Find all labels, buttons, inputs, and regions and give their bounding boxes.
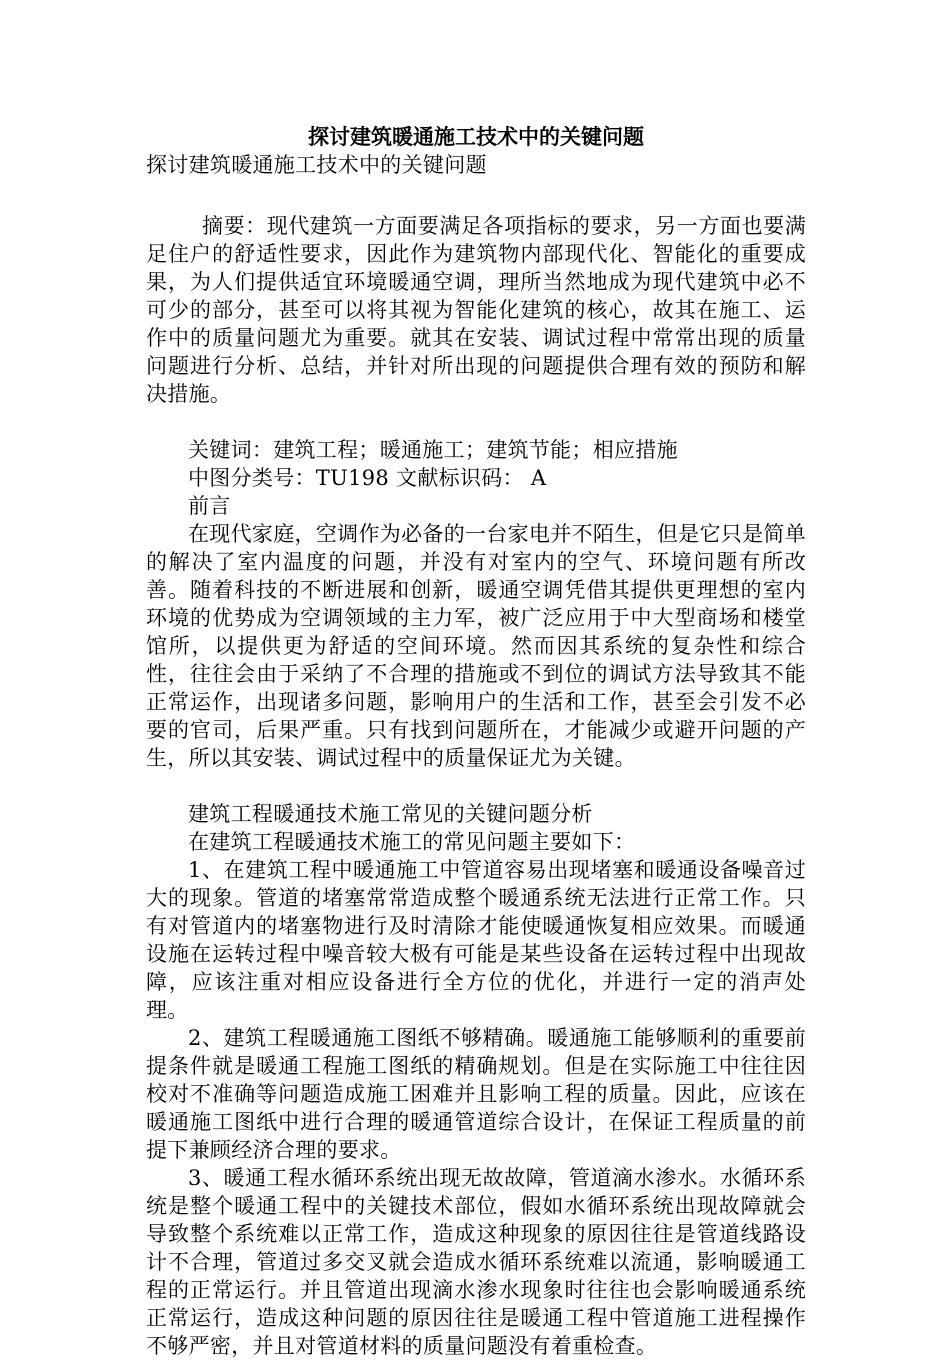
list-item: 1、在建筑工程中暖通施工中管道容易出现堵塞和暖通设备噪音过大的现象。管道的堵塞常常造成整个暖通系统无法进行正常工作。只有对管道内的堵塞物进行及时清除才能使暖通恢复相应效果。而暖通设施在运转过程中噪音较大极有可能是某些设备在运转过程中出现故障，应该注重对相应设备进行全方位的优化，并进行一定的消声处理。 — [146, 858, 806, 1022]
classification-line: 中图分类号：TU198 文献标识码： A — [188, 466, 547, 490]
section-intro: 在建筑工程暖通技术施工的常见问题主要如下： — [188, 830, 636, 854]
spacer — [146, 408, 806, 436]
document-body — [146, 123, 806, 1360]
keywords-line: 关键词：建筑工程；暖通施工；建筑节能；相应措施 — [188, 438, 678, 462]
document-title: 探讨建筑暖通施工技术中的关键问题 — [308, 124, 644, 149]
spacer — [146, 772, 806, 800]
section-heading: 建筑工程暖通技术施工常见的关键问题分析 — [188, 802, 593, 826]
abstract-paragraph: 摘要：现代建筑一方面要满足各项指标的要求，另一方面也要满足住户的舒适性要求，因此作为建筑物内部现代化、智能化的重要成果，为人们提供适宜环境暖通空调，理所当然地成为现代建筑中必不可少的部分，甚至可以将其视为智能化建筑的核心，故其在施工、运作中的质量问题尤为重要。就其在安装、调试过程中常常出现的质量问题进行分析、总结，并针对所出现的问题提供合理有效的预防和解决措施。 — [146, 214, 806, 406]
document-subtitle: 探讨建筑暖通施工技术中的关键问题 — [146, 153, 487, 177]
list-item: 2、建筑工程暖通施工图纸不够精确。暖通施工能够顺利的重要前提条件就是暖通工程施工图纸的精确规划。但是在实际施工中往往因校对不准确等问题造成施工困难并且影响工程的质量。因此，应该在暖通施工图纸中进行合理的暖通管道综合设计，在保证工程质量的前提下兼顾经济合理的要求。 — [146, 1026, 806, 1162]
list-item: 3、暖通工程水循环系统出现无故故障，管道滴水渗水。水循环系统是整个暖通工程中的关键技术部位，假如水循环系统出现故障就会导致整个系统难以正常工作，造成这种现象的原因往往是管道线路设计不合理，管道过多交叉就会造成水循环系统难以流通，影响暖通工程的正常运行。并且管道出现滴水渗水现象时往往也会影响暖通系统正常运行，造成这种问题的原因往往是暖通工程中管道施工进程操作不够严密，并且对管道材料的质量问题没有着重检查。 — [146, 1166, 806, 1358]
preface-heading: 前言 — [188, 494, 231, 518]
preface-paragraph: 在现代家庭，空调作为必备的一台家电并不陌生，但是它只是简单的解决了室内温度的问题，并没有对室内的空气、环境问题有所改善。随着科技的不断进展和创新，暖通空调凭借其提供更理想的室内环境的优势成为空调领域的主力军，被广泛应用于中大型商场和楼堂馆所，以提供更为舒适的空间环境。然而因其系统的复杂性和综合性，往往会由于采纳了不合理的措施或不到位的调试方法导致其不能正常运作，出现诸多问题，影响用户的生活和工作，甚至会引发不必要的官司，后果严重。只有找到问题所在，才能减少或避开问题的产生，所以其安装、调试过程中的质量保证尤为关键。 — [146, 522, 806, 770]
